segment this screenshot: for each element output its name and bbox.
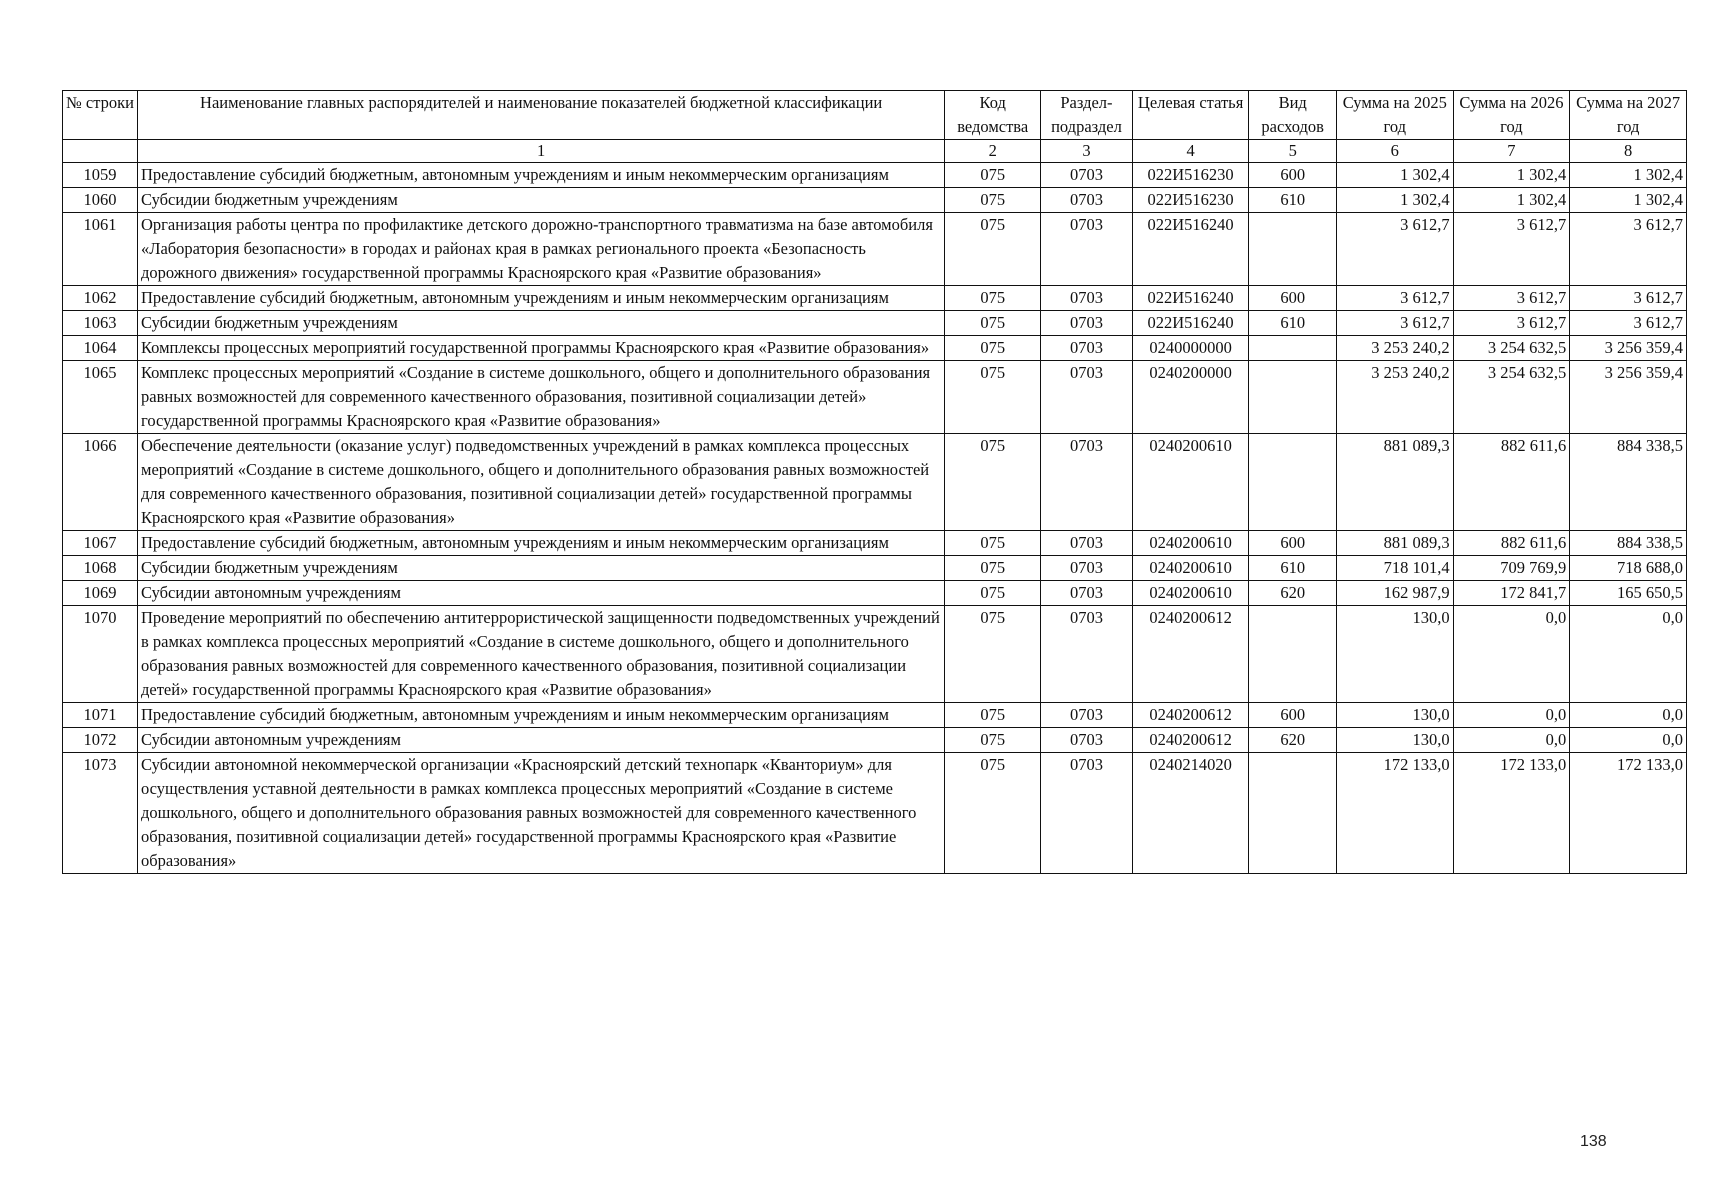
cell-section-code: 0703 (1041, 728, 1133, 753)
cell-sum-2025: 130,0 (1336, 703, 1453, 728)
table-row (63, 286, 1687, 311)
cell-target-item: 0240200000 (1132, 361, 1249, 434)
cell-row-number: 1067 (63, 531, 138, 556)
cell-row-name: Предоставление субсидий бюджетным, автономным учреждениям и иным некоммерческим организациям (138, 286, 945, 311)
cell-sum-2026: 882 611,6 (1453, 434, 1570, 531)
cell-expense-type: 600 (1249, 531, 1337, 556)
cell-sum-2025: 162 987,9 (1336, 581, 1453, 606)
header-department-code: Код ведомства (945, 91, 1041, 140)
cell-row-name: Проведение мероприятий по обеспечению антитеррористической защищенности подведомственных учреждений в рамках комплекса процессных мероприятий «Создание в системе дошкольного, общего и дополнительного образования равных возможностей для современного качественного образования, позитивной социализации детей» государственной программы Красноярского края «Развитие образования» (138, 606, 945, 703)
cell-department-code: 075 (945, 753, 1041, 874)
cell-department-code: 075 (945, 606, 1041, 703)
cell-sum-2027: 0,0 (1570, 606, 1687, 703)
table-row (63, 606, 1687, 703)
cell-sum-2027: 718 688,0 (1570, 556, 1687, 581)
column-number: 1 (138, 140, 945, 163)
cell-sum-2027: 172 133,0 (1570, 753, 1687, 874)
cell-target-item: 0240200610 (1132, 556, 1249, 581)
cell-row-number: 1072 (63, 728, 138, 753)
cell-sum-2025: 3 612,7 (1336, 286, 1453, 311)
cell-sum-2026: 0,0 (1453, 703, 1570, 728)
table-row (63, 728, 1687, 753)
cell-sum-2027: 1 302,4 (1570, 163, 1687, 188)
cell-sum-2027: 3 612,7 (1570, 311, 1687, 336)
cell-sum-2026: 172 841,7 (1453, 581, 1570, 606)
table-row (63, 336, 1687, 361)
header-row-number: № строки (63, 91, 138, 140)
cell-sum-2026: 3 254 632,5 (1453, 336, 1570, 361)
cell-target-item: 022И516240 (1132, 311, 1249, 336)
cell-expense-type (1249, 606, 1337, 703)
cell-target-item: 0240200612 (1132, 728, 1249, 753)
cell-row-number: 1070 (63, 606, 138, 703)
cell-row-number: 1066 (63, 434, 138, 531)
cell-expense-type: 610 (1249, 311, 1337, 336)
cell-target-item: 0240200610 (1132, 531, 1249, 556)
cell-row-number: 1069 (63, 581, 138, 606)
cell-sum-2026: 3 612,7 (1453, 286, 1570, 311)
cell-row-name: Комплексы процессных мероприятий государственной программы Красноярского края «Развитие образования» (138, 336, 945, 361)
cell-expense-type: 600 (1249, 163, 1337, 188)
cell-section-code: 0703 (1041, 606, 1133, 703)
cell-department-code: 075 (945, 336, 1041, 361)
cell-sum-2025: 3 612,7 (1336, 213, 1453, 286)
cell-sum-2027: 165 650,5 (1570, 581, 1687, 606)
cell-sum-2025: 1 302,4 (1336, 163, 1453, 188)
header-section: Раздел-подраздел (1041, 91, 1133, 140)
cell-expense-type (1249, 753, 1337, 874)
column-number: 3 (1041, 140, 1133, 163)
cell-expense-type (1249, 361, 1337, 434)
cell-section-code: 0703 (1041, 753, 1133, 874)
column-number: 5 (1249, 140, 1337, 163)
table-row (63, 581, 1687, 606)
table-row (63, 703, 1687, 728)
cell-target-item: 0240200612 (1132, 703, 1249, 728)
column-number (63, 140, 138, 163)
cell-row-number: 1064 (63, 336, 138, 361)
column-number: 6 (1336, 140, 1453, 163)
table-row (63, 361, 1687, 434)
header-target-item: Целевая статья (1132, 91, 1249, 140)
cell-sum-2025: 881 089,3 (1336, 434, 1453, 531)
column-number: 8 (1570, 140, 1687, 163)
cell-department-code: 075 (945, 163, 1041, 188)
cell-sum-2026: 882 611,6 (1453, 531, 1570, 556)
cell-department-code: 075 (945, 361, 1041, 434)
cell-sum-2025: 3 612,7 (1336, 311, 1453, 336)
table-row (63, 311, 1687, 336)
table-row (63, 163, 1687, 188)
cell-department-code: 075 (945, 213, 1041, 286)
cell-section-code: 0703 (1041, 434, 1133, 531)
cell-department-code: 075 (945, 311, 1041, 336)
cell-department-code: 075 (945, 286, 1041, 311)
cell-expense-type: 620 (1249, 581, 1337, 606)
cell-department-code: 075 (945, 434, 1041, 531)
cell-row-number: 1068 (63, 556, 138, 581)
cell-section-code: 0703 (1041, 188, 1133, 213)
header-expense-type: Вид расходов (1249, 91, 1337, 140)
cell-section-code: 0703 (1041, 531, 1133, 556)
cell-row-number: 1063 (63, 311, 138, 336)
cell-expense-type: 620 (1249, 728, 1337, 753)
cell-sum-2027: 3 256 359,4 (1570, 361, 1687, 434)
cell-sum-2025: 3 253 240,2 (1336, 361, 1453, 434)
cell-row-number: 1071 (63, 703, 138, 728)
cell-department-code: 075 (945, 556, 1041, 581)
cell-row-number: 1062 (63, 286, 138, 311)
table-row (63, 188, 1687, 213)
table-row (63, 531, 1687, 556)
column-number-row (63, 140, 1687, 163)
cell-expense-type (1249, 336, 1337, 361)
cell-target-item: 022И516240 (1132, 213, 1249, 286)
cell-row-name: Предоставление субсидий бюджетным, автономным учреждениям и иным некоммерческим организациям (138, 531, 945, 556)
column-number: 4 (1132, 140, 1249, 163)
header-sum-2025: Сумма на 2025 год (1336, 91, 1453, 140)
cell-sum-2025: 1 302,4 (1336, 188, 1453, 213)
cell-section-code: 0703 (1041, 361, 1133, 434)
cell-row-number: 1065 (63, 361, 138, 434)
cell-row-name: Субсидии автономным учреждениям (138, 728, 945, 753)
cell-expense-type (1249, 213, 1337, 286)
cell-row-name: Предоставление субсидий бюджетным, автономным учреждениям и иным некоммерческим организациям (138, 703, 945, 728)
cell-sum-2027: 884 338,5 (1570, 434, 1687, 531)
cell-row-number: 1061 (63, 213, 138, 286)
column-number: 2 (945, 140, 1041, 163)
cell-department-code: 075 (945, 188, 1041, 213)
cell-target-item: 022И516230 (1132, 188, 1249, 213)
cell-department-code: 075 (945, 703, 1041, 728)
cell-sum-2026: 3 612,7 (1453, 213, 1570, 286)
table-row (63, 213, 1687, 286)
cell-row-name: Субсидии автономным учреждениям (138, 581, 945, 606)
cell-sum-2027: 3 612,7 (1570, 286, 1687, 311)
column-number: 7 (1453, 140, 1570, 163)
cell-sum-2026: 0,0 (1453, 606, 1570, 703)
table-row (63, 753, 1687, 874)
cell-expense-type: 600 (1249, 703, 1337, 728)
cell-expense-type: 610 (1249, 556, 1337, 581)
cell-sum-2027: 0,0 (1570, 703, 1687, 728)
page-number: 138 (1580, 1133, 1607, 1150)
cell-department-code: 075 (945, 581, 1041, 606)
header-sum-2026: Сумма на 2026 год (1453, 91, 1570, 140)
cell-section-code: 0703 (1041, 213, 1133, 286)
cell-section-code: 0703 (1041, 286, 1133, 311)
cell-section-code: 0703 (1041, 581, 1133, 606)
cell-sum-2027: 0,0 (1570, 728, 1687, 753)
cell-row-name: Субсидии бюджетным учреждениям (138, 311, 945, 336)
table-row (63, 556, 1687, 581)
cell-sum-2025: 718 101,4 (1336, 556, 1453, 581)
cell-section-code: 0703 (1041, 311, 1133, 336)
cell-sum-2026: 3 254 632,5 (1453, 361, 1570, 434)
cell-sum-2026: 172 133,0 (1453, 753, 1570, 874)
cell-sum-2025: 130,0 (1336, 606, 1453, 703)
cell-row-name: Субсидии бюджетным учреждениям (138, 556, 945, 581)
cell-row-name: Предоставление субсидий бюджетным, автономным учреждениям и иным некоммерческим организациям (138, 163, 945, 188)
cell-sum-2026: 709 769,9 (1453, 556, 1570, 581)
cell-expense-type: 600 (1249, 286, 1337, 311)
cell-sum-2025: 172 133,0 (1336, 753, 1453, 874)
cell-row-name: Субсидии бюджетным учреждениям (138, 188, 945, 213)
cell-row-number: 1060 (63, 188, 138, 213)
cell-sum-2025: 130,0 (1336, 728, 1453, 753)
cell-section-code: 0703 (1041, 703, 1133, 728)
cell-sum-2027: 3 612,7 (1570, 213, 1687, 286)
cell-row-name: Комплекс процессных мероприятий «Создание в системе дошкольного, общего и дополнительного образования равных возможностей для современного качественного образования, позитивной социализации детей» государственной программы Красноярского края «Развитие образования» (138, 361, 945, 434)
cell-target-item: 022И516230 (1132, 163, 1249, 188)
header-name: Наименование главных распорядителей и наименование показателей бюджетной классификации (138, 91, 945, 140)
cell-sum-2026: 1 302,4 (1453, 188, 1570, 213)
header-row (63, 91, 1687, 140)
cell-department-code: 075 (945, 531, 1041, 556)
cell-expense-type: 610 (1249, 188, 1337, 213)
cell-row-number: 1059 (63, 163, 138, 188)
cell-target-item: 0240000000 (1132, 336, 1249, 361)
cell-sum-2027: 3 256 359,4 (1570, 336, 1687, 361)
cell-section-code: 0703 (1041, 556, 1133, 581)
cell-sum-2026: 0,0 (1453, 728, 1570, 753)
cell-target-item: 022И516240 (1132, 286, 1249, 311)
cell-target-item: 0240200610 (1132, 581, 1249, 606)
table-row (63, 434, 1687, 531)
cell-expense-type (1249, 434, 1337, 531)
cell-row-name: Обеспечение деятельности (оказание услуг) подведомственных учреждений в рамках комплекса процессных мероприятий «Создание в системе дошкольного, общего и дополнительного образования равных возможностей для современного качественного образования, позитивной социализации детей» государственной программы Красноярского края «Развитие образования» (138, 434, 945, 531)
cell-sum-2027: 884 338,5 (1570, 531, 1687, 556)
header-sum-2027: Сумма на 2027 год (1570, 91, 1687, 140)
cell-row-number: 1073 (63, 753, 138, 874)
cell-target-item: 0240200612 (1132, 606, 1249, 703)
cell-target-item: 0240214020 (1132, 753, 1249, 874)
cell-sum-2026: 3 612,7 (1453, 311, 1570, 336)
cell-department-code: 075 (945, 728, 1041, 753)
cell-sum-2025: 3 253 240,2 (1336, 336, 1453, 361)
budget-sheet (62, 90, 1687, 874)
table-body (63, 163, 1687, 874)
cell-section-code: 0703 (1041, 336, 1133, 361)
cell-target-item: 0240200610 (1132, 434, 1249, 531)
cell-sum-2025: 881 089,3 (1336, 531, 1453, 556)
cell-sum-2027: 1 302,4 (1570, 188, 1687, 213)
cell-sum-2026: 1 302,4 (1453, 163, 1570, 188)
cell-section-code: 0703 (1041, 163, 1133, 188)
cell-row-name: Организация работы центра по профилактике детского дорожно-транспортного травматизма на базе автомобиля «Лаборатория безопасности» в городах и районах края в рамках регионального проекта «Безопасность дорожного движения» государственной программы Красноярского края «Развитие образования» (138, 213, 945, 286)
budget-table (62, 90, 1687, 874)
cell-row-name: Субсидии автономной некоммерческой организации «Красноярский детский технопарк «Кванториум» для осуществления уставной деятельности в рамках комплекса процессных мероприятий «Создание в системе дошкольного, общего и дополнительного образования равных возможностей для современного качественного образования, позитивной социализации детей» государственной программы Красноярского края «Развитие образования» (138, 753, 945, 874)
